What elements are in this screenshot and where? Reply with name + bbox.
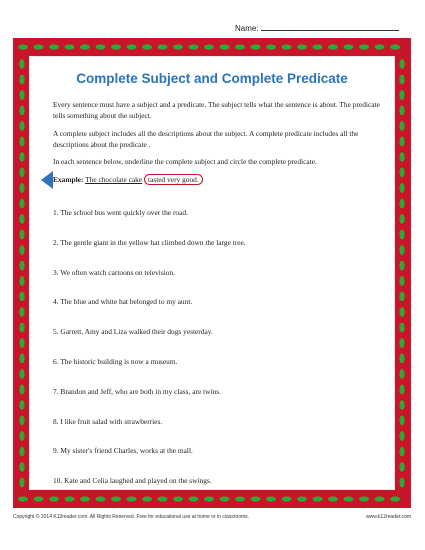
border-leaf-dot bbox=[399, 121, 404, 131]
copyright-text: Copyright © 2014 K12reader.com. All Rights Reserved. Free for educational use at home or in classrooms. bbox=[13, 514, 250, 520]
border-leaf-dot bbox=[173, 44, 183, 49]
border-leaf-dot bbox=[19, 121, 24, 131]
border-leaf-dot bbox=[19, 106, 24, 116]
border-leaf-dot bbox=[399, 245, 404, 255]
border-leaf-dot bbox=[328, 496, 338, 501]
sentence-item: 2. The gentle giant in the yellow hat climbed down the large tree. bbox=[53, 237, 246, 247]
border-leaf-dot bbox=[158, 44, 168, 49]
example-subject: The chocolate cake bbox=[85, 175, 143, 184]
border-leaf-dot bbox=[235, 44, 245, 49]
border-leaf-dot bbox=[19, 168, 24, 178]
border-leaf-dot bbox=[399, 385, 404, 395]
border-leaf-dot bbox=[399, 137, 404, 147]
border-leaf-dot bbox=[390, 496, 400, 501]
border-leaf-dot bbox=[399, 59, 404, 69]
border-leaf-dot bbox=[19, 307, 24, 317]
border-leaf-dot bbox=[399, 106, 404, 116]
border-leaf-dot bbox=[399, 75, 404, 85]
border-leaf-dot bbox=[399, 478, 404, 488]
border-leaf-dot bbox=[19, 369, 24, 379]
sentence-item: 1. The school bus went quickly over the road. bbox=[53, 208, 188, 217]
border-leaf-dot bbox=[96, 44, 106, 49]
sentence-item: 4. The blue and white hat belonged to my aunt. bbox=[53, 297, 193, 307]
border-leaf-dot bbox=[399, 323, 404, 333]
border-leaf-dot bbox=[34, 44, 44, 49]
border-leaf-dot bbox=[19, 431, 24, 441]
border-leaf-dot bbox=[399, 354, 404, 364]
border-leaf-dot bbox=[266, 496, 276, 501]
name-blank-line bbox=[261, 22, 399, 31]
intro-paragraph-1: Every sentence must have a subject and a predicate. The subject tells what the sentence is about. The predicate tells something about the subject. bbox=[53, 100, 380, 120]
border-leaf-dot bbox=[399, 152, 404, 162]
border-leaf-dot bbox=[19, 59, 24, 69]
border-leaf-dot bbox=[399, 338, 404, 348]
border-leaf-dot bbox=[251, 496, 261, 501]
border-leaf-dot bbox=[220, 44, 230, 49]
border-leaf-dot bbox=[189, 44, 199, 49]
border-leaf-dot bbox=[375, 44, 385, 49]
border-leaf-dot bbox=[127, 44, 137, 49]
sentence-item: 5. Garrett, Amy and Liza walked their dogs yesterday. bbox=[53, 327, 213, 337]
border-leaf-dot bbox=[399, 292, 404, 302]
border-leaf-dot bbox=[204, 44, 214, 49]
border-leaf-dot bbox=[19, 261, 24, 271]
border-leaf-dot bbox=[19, 338, 24, 348]
sentence-list bbox=[53, 208, 246, 506]
border-leaf-dot bbox=[19, 152, 24, 162]
border-leaf-dot bbox=[19, 416, 24, 426]
border-leaf-dot bbox=[19, 75, 24, 85]
name-label: Name: bbox=[235, 24, 259, 33]
border-leaf-dot bbox=[344, 44, 354, 49]
sentence-item: 10. Kate and Celia laughed and played on the swings. bbox=[53, 476, 212, 486]
border-leaf-dot bbox=[399, 431, 404, 441]
sentence-item: 7. Brandon and Jeff, who are both in my class, are twins. bbox=[53, 386, 221, 396]
border-leaf-dot bbox=[399, 416, 404, 426]
example-predicate: tasted very good. bbox=[144, 174, 203, 185]
border-leaf-dot bbox=[282, 496, 292, 501]
sentence-item: 6. The historic building is now a museum. bbox=[53, 356, 178, 366]
sentence-item: 9. My sister's friend Charles, works at the mall. bbox=[53, 446, 193, 456]
border-leaf-dot bbox=[19, 137, 24, 147]
border-leaf-dot bbox=[19, 323, 24, 333]
sentence-item: 3. We often watch cartoons on television. bbox=[53, 267, 176, 277]
border-leaf-dot bbox=[399, 183, 404, 193]
border-leaf-dot bbox=[19, 230, 24, 240]
border-leaf-dot bbox=[390, 44, 400, 49]
example-sentence bbox=[53, 175, 203, 184]
border-leaf-dot bbox=[19, 447, 24, 457]
border-leaf-dot bbox=[399, 400, 404, 410]
page-title: Complete Subject and Complete Predicate bbox=[76, 71, 348, 86]
border-leaf-dot bbox=[399, 307, 404, 317]
border-leaf-dot bbox=[19, 276, 24, 286]
border-leaf-dot bbox=[399, 199, 404, 209]
border-leaf-dot bbox=[328, 44, 338, 49]
border-leaf-dot bbox=[18, 44, 28, 49]
border-leaf-dot bbox=[19, 400, 24, 410]
border-leaf-dot bbox=[375, 496, 385, 501]
border-leaf-dot bbox=[49, 44, 59, 49]
border-leaf-dot bbox=[19, 183, 24, 193]
border-leaf-dot bbox=[18, 496, 28, 501]
border-leaf-dot bbox=[266, 44, 276, 49]
border-leaf-dot bbox=[297, 44, 307, 49]
arrow-pointer-icon bbox=[41, 171, 53, 189]
border-leaf-dot bbox=[19, 199, 24, 209]
border-leaf-dot bbox=[344, 496, 354, 501]
border-leaf-dot bbox=[359, 44, 369, 49]
border-leaf-dot bbox=[142, 44, 152, 49]
border-leaf-dot bbox=[111, 44, 121, 49]
border-leaf-dot bbox=[19, 385, 24, 395]
website-link[interactable]: www.k12reader.com bbox=[365, 514, 411, 520]
border-leaf-dot bbox=[399, 447, 404, 457]
border-leaf-dot bbox=[19, 245, 24, 255]
intro-paragraph-3: In each sentence below, underline the complete subject and circle the complete predicate. bbox=[53, 157, 317, 166]
border-leaf-dot bbox=[399, 230, 404, 240]
border-leaf-dot bbox=[399, 261, 404, 271]
border-leaf-dot bbox=[19, 90, 24, 100]
intro-paragraph-2: A complete subject includes all the descriptions about the subject. A complete predicate includes all the descriptions about the predicate . bbox=[53, 129, 359, 149]
worksheet-panel bbox=[29, 56, 395, 490]
border-leaf-dot bbox=[399, 369, 404, 379]
border-leaf-dot bbox=[313, 496, 323, 501]
border-leaf-dot bbox=[282, 44, 292, 49]
border-leaf-dot bbox=[19, 354, 24, 364]
name-field bbox=[235, 22, 399, 33]
border-leaf-dot bbox=[19, 214, 24, 224]
example-label: Example: bbox=[53, 175, 84, 184]
border-leaf-dot bbox=[359, 496, 369, 501]
border-leaf-dot bbox=[313, 44, 323, 49]
border-leaf-dot bbox=[251, 44, 261, 49]
border-leaf-dot bbox=[399, 214, 404, 224]
border-leaf-dot bbox=[297, 496, 307, 501]
border-leaf-dot bbox=[399, 90, 404, 100]
border-leaf-dot bbox=[19, 478, 24, 488]
border-leaf-dot bbox=[80, 44, 90, 49]
border-leaf-dot bbox=[65, 44, 75, 49]
border-leaf-dot bbox=[19, 292, 24, 302]
border-leaf-dot bbox=[399, 462, 404, 472]
border-leaf-dot bbox=[34, 496, 44, 501]
border-leaf-dot bbox=[19, 462, 24, 472]
border-leaf-dot bbox=[399, 168, 404, 178]
sentence-item: 8. I like fruit salad with strawberries. bbox=[53, 416, 163, 426]
border-leaf-dot bbox=[399, 276, 404, 286]
